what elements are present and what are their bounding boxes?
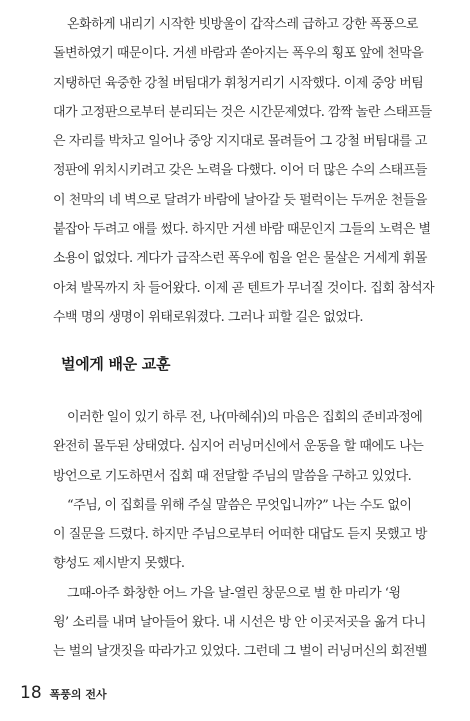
text-line: 윙’ 소리를 내며 날아들어 왔다. 내 시선은 방 안 이곳저곳을 옮겨 다니	[53, 615, 426, 631]
text-line: 수백 명의 생명이 위태로워졌다. 그러나 피할 길은 없었다.	[53, 309, 364, 325]
text-line: 이러한 일이 있기 하루 전, 나(마헤쉬)의 마음은 집회의 준비과정에	[67, 410, 423, 425]
section-heading: 벌에게 배운 교훈	[61, 355, 171, 373]
text-line: 향성도 제시받지 못했다.	[53, 556, 185, 572]
text-line: 정판에 위치시키려고 갖은 노력을 다했다. 이어 더 많은 수의 스태프들	[53, 163, 427, 179]
text-line: 이 천막의 네 벽으로 달려가 바람에 날아갈 듯 펄럭이는 두꺼운 천들을	[53, 192, 427, 208]
text-line: 이 질문을 드렸다. 하지만 주님으로부터 어떠한 대답도 듣지 못했고 방	[53, 527, 427, 543]
page-number: 18	[20, 683, 42, 703]
text-line: 는 벌의 날갯짓을 따라가고 있었다. 그런데 그 벌이 러닝머신의 회전벨	[53, 644, 427, 660]
text-line: “주님, 이 집회를 위해 주실 말씀은 무엇입니까?” 나는 수도 없이	[67, 497, 412, 513]
text-line: 완전히 몰두된 상태였다. 심지어 러닝머신에서 운동을 할 때에도 나는	[53, 439, 424, 455]
text-line: 방언으로 기도하면서 집회 때 전달할 주님의 말씀을 구하고 있었다.	[53, 468, 412, 484]
body-text-top	[53, 10, 445, 332]
text-line: 아쳐 발목까지 차 들어왔다. 이제 곧 텐트가 무너질 것이다. 집회 참석자	[53, 280, 435, 296]
text-line: 붙잡아 두려고 애를 썼다. 하지만 거센 바람 때문인지 그들의 노력은 별	[53, 222, 431, 238]
body-text-bottom	[53, 403, 445, 667]
text-line: 대가 고정판으로부터 분리되는 것은 시간문제였다. 깜짝 놀란 스태프들	[53, 104, 432, 120]
running-title: 폭풍의 전사	[49, 688, 107, 701]
text-line: 지탱하던 육중한 강철 버팀대가 휘청거리기 시작했다. 이제 중앙 버팀	[53, 75, 424, 91]
text-line: 은 자리를 박차고 일어나 중앙 지지대로 몰려들어 그 강철 버팀대를 고	[53, 134, 427, 150]
page-footer	[20, 683, 107, 703]
text-line: 그때-아주 화창한 어느 가을 날-열린 창문으로 벌 한 마리가 ‘윙	[67, 585, 401, 601]
text-line: 소용이 없었다. 게다가 급작스런 폭우에 힘을 얻은 물살은 거세게 휘몰	[53, 251, 427, 267]
text-line: 돌변하였기 때문이다. 거센 바람과 쏟아지는 폭우의 횡포 앞에 천막을	[53, 46, 424, 62]
text-line: 온화하게 내리기 시작한 빗방울이 갑작스레 급하고 강한 폭풍으로	[67, 17, 418, 32]
